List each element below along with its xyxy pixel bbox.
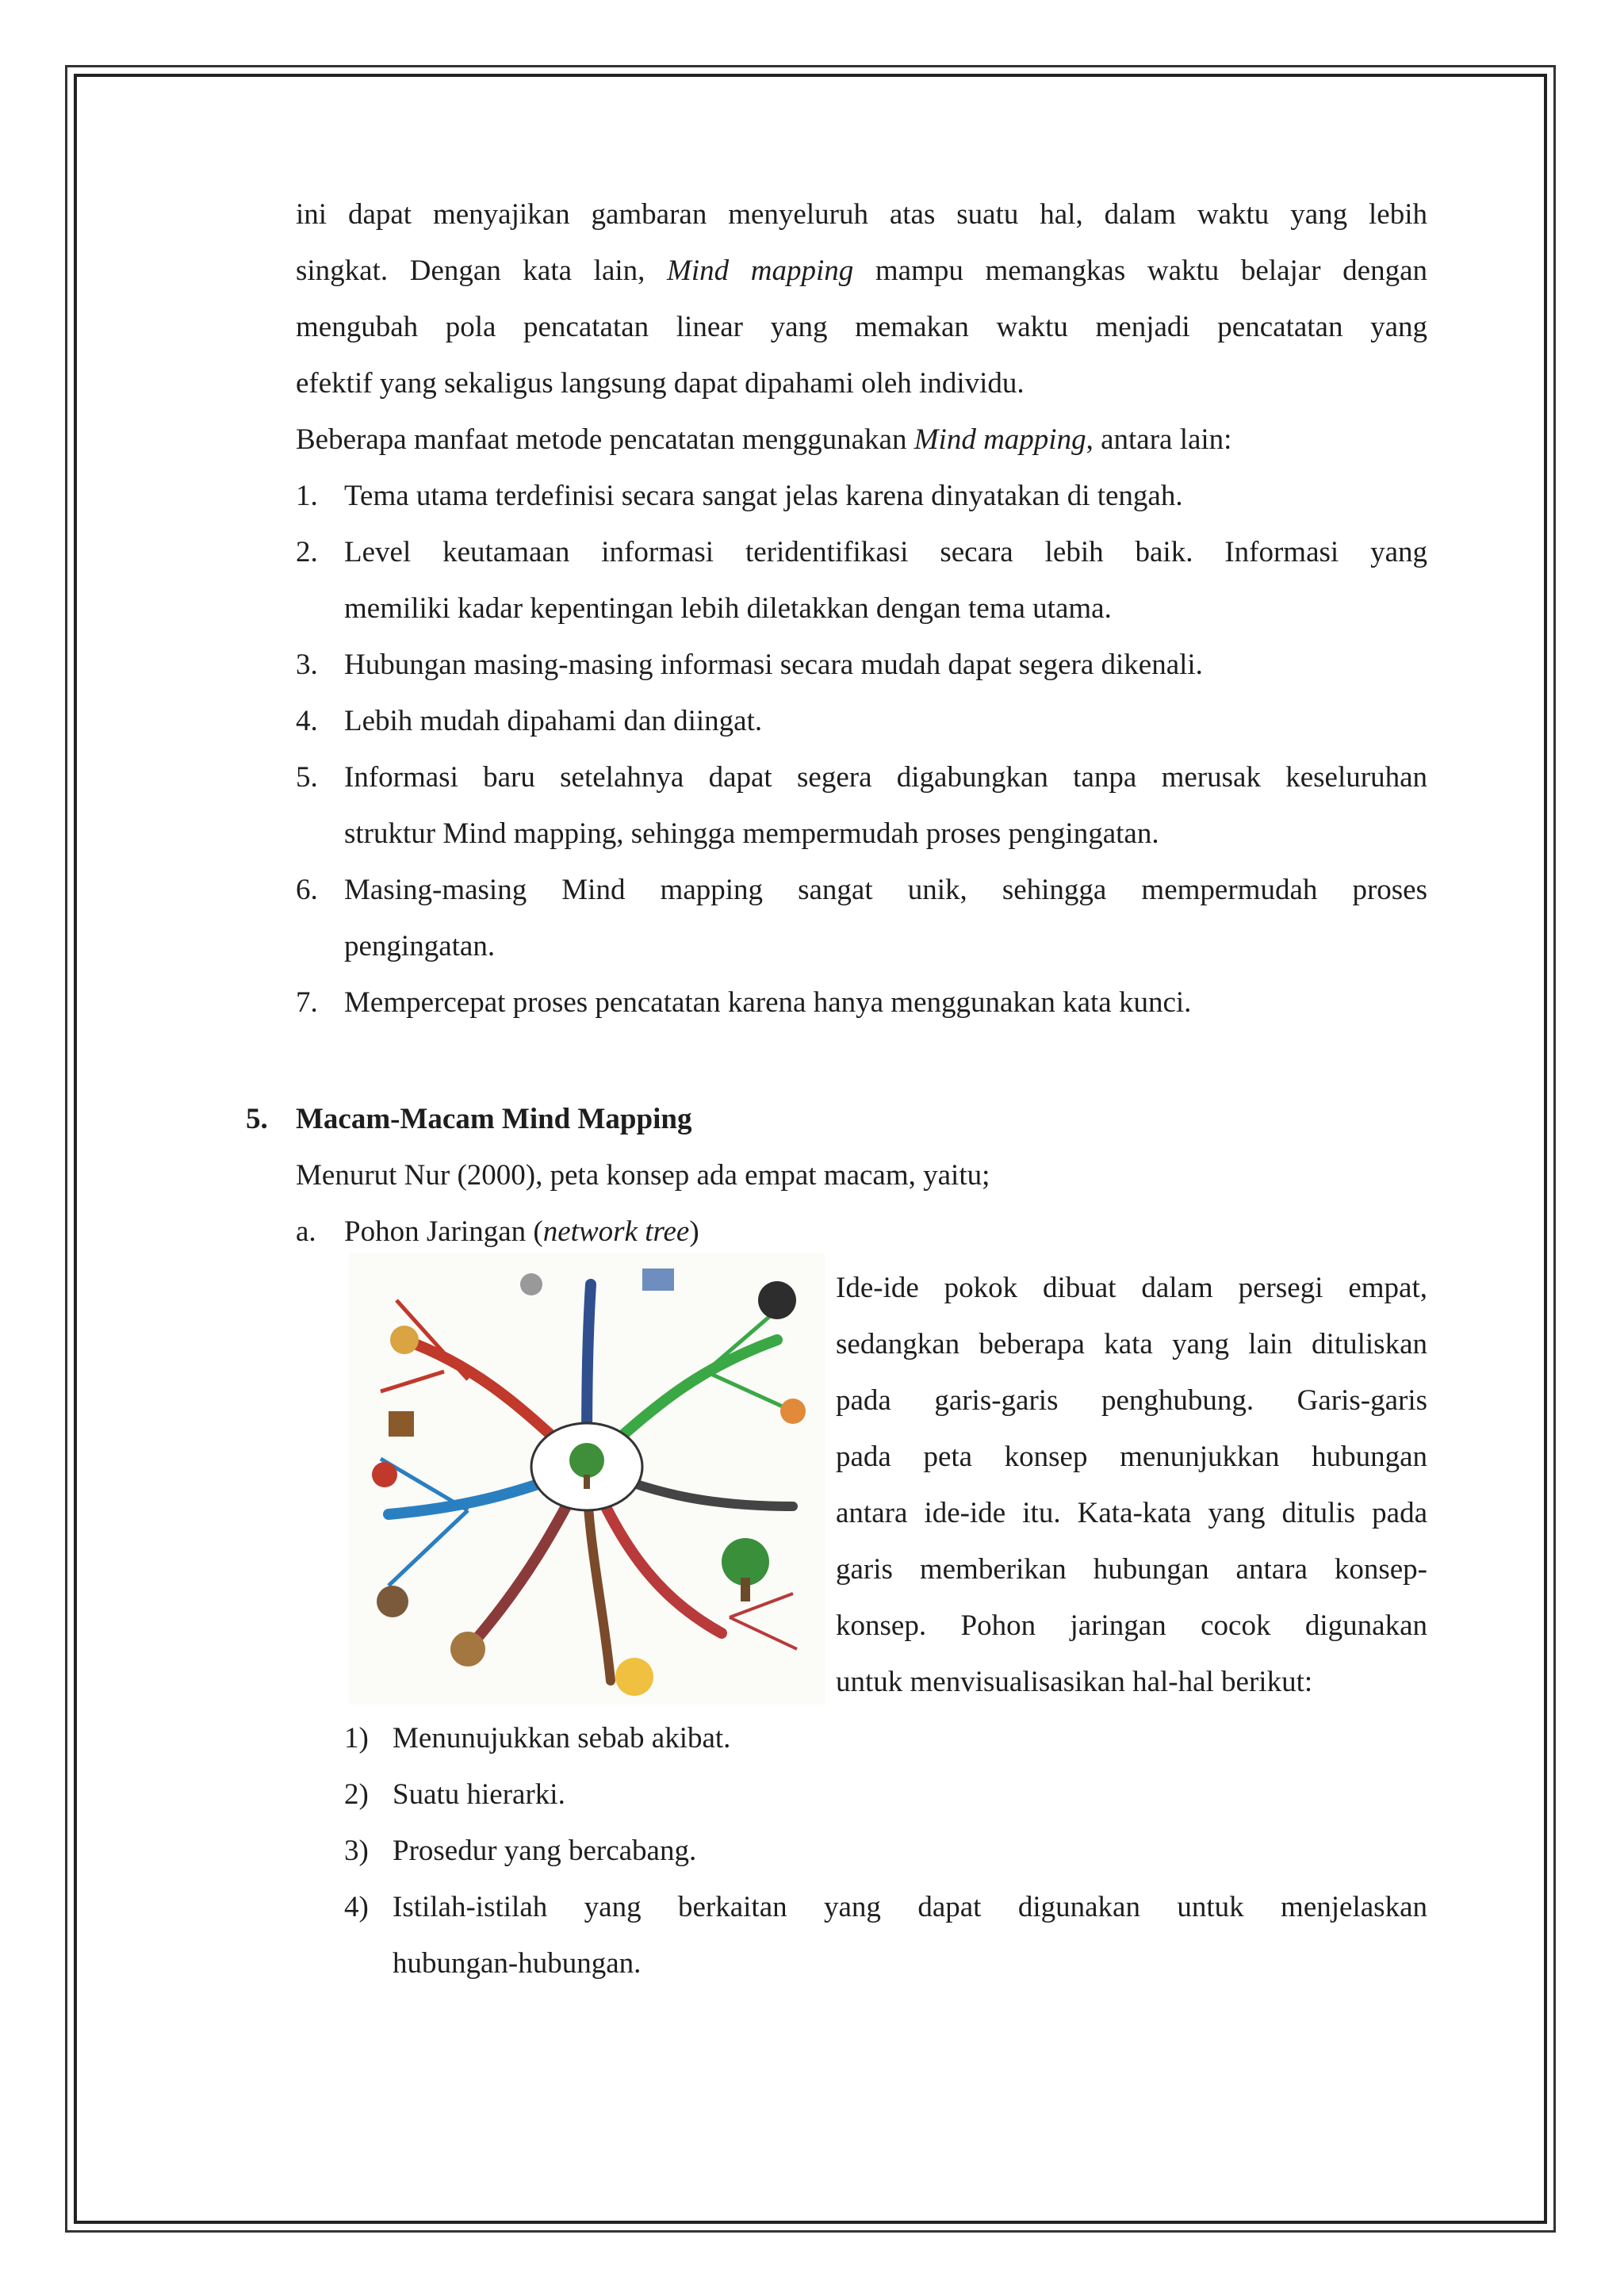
benefit-text: Lebih mudah dipahami dan diingat. [344,705,763,737]
benefit-num: 5. [296,761,318,794]
benefit-num: 4. [296,705,318,737]
benefit-num: 7. [296,986,318,1019]
benefit-num: 3. [296,649,318,681]
mind-map-figure [349,1253,825,1705]
sub-list-text: Prosedur yang bercabang. [393,1835,697,1867]
intro-line-4: efektif yang sekaligus langsung dapat dipahami oleh individu. [296,367,1025,400]
intro-line-3: mengubah pola pencatatan linear yang memakan waktu menjadi pencatatan yang [296,311,1427,343]
figure-desc-line: Ide-ide pokok dibuat dalam persegi empat, [836,1272,1427,1304]
benefit-text: memiliki kadar kepentingan lebih diletakkan dengan tema utama. [344,592,1112,625]
benefit-text: Informasi baru setelahnya dapat segera digabungkan tanpa merusak keseluruhan [344,761,1427,794]
intro-line-2 [296,253,1427,289]
sub-list-text: Suatu hierarki. [393,1778,565,1811]
benefits-intro-em: Mind mapping [914,423,1086,456]
benefits-intro-post: , antara lain: [1086,423,1232,456]
figure-desc-line: pada garis-garis penghubung. Garis-garis [836,1384,1427,1417]
sub-a-post: ) [689,1215,699,1248]
sub-list-text: Istilah-istilah yang berkaitan yang dapat digunakan untuk menjelaskan [393,1891,1427,1923]
benefits-intro [296,422,1231,458]
sub-a-letter: a. [296,1215,316,1248]
benefit-num: 2. [296,536,318,568]
sub-a-title [344,1214,699,1250]
sub-list-text: hubungan-hubungan. [393,1947,642,1980]
benefit-text: Tema utama terdefinisi secara sangat jelas karena dinyatakan di tengah. [344,480,1183,512]
figure-desc-line: untuk menvisualisasikan hal-hal berikut: [836,1666,1313,1698]
section-intro: Menurut Nur (2000), peta konsep ada empat macam, yaitu; [296,1159,990,1192]
intro-line-1: ini dapat menyajikan gambaran menyeluruh atas suatu hal, dalam waktu yang lebih [296,198,1427,231]
sub-a-em: network tree [542,1215,690,1248]
benefit-num: 1. [296,480,318,512]
benefits-intro-pre: Beberapa manfaat metode pencatatan menggunakan [296,423,907,456]
intro-line-2-em: Mind mapping [667,254,854,287]
figure-desc-line: konsep. Pohon jaringan cocok digunakan [836,1609,1427,1642]
benefit-num: 6. [296,874,318,906]
sub-list-num: 4) [344,1891,369,1923]
benefit-text: pengingatan. [344,930,496,962]
benefit-text: Masing-masing Mind mapping sangat unik, sehingga mempermudah proses [344,874,1427,906]
intro-line-2-a: singkat. Dengan kata lain, [296,254,645,287]
sub-list-num: 1) [344,1722,369,1755]
benefit-text: Hubungan masing-masing informasi secara mudah dapat segera dikenali. [344,649,1203,681]
section-number: 5. [246,1103,268,1135]
figure-desc-line: antara ide-ide itu. Kata-kata yang ditulis pada [836,1497,1427,1529]
sub-list-text: Menunujukkan sebab akibat. [393,1722,731,1755]
intro-line-2-b: mampu memangkas waktu belajar dengan [875,254,1428,287]
benefit-text: struktur Mind mapping, sehingga mempermudah proses pengingatan. [344,817,1159,850]
sub-list-num: 3) [344,1835,369,1867]
benefit-text: Mempercepat proses pencatatan karena hanya menggunakan kata kunci. [344,986,1192,1019]
mind-map-illustration [349,1253,825,1705]
figure-desc-line: pada peta konsep menunjukkan hubungan [836,1441,1427,1473]
figure-desc-line: garis memberikan hubungan antara konsep- [836,1553,1427,1586]
sub-list-num: 2) [344,1778,369,1811]
figure-desc-line: sedangkan beberapa kata yang lain dituliskan [836,1328,1427,1360]
sub-a-pre: Pohon Jaringan ( [344,1215,543,1248]
benefit-text: Level keutamaan informasi teridentifikasi secara lebih baik. Informasi yang [344,536,1427,568]
section-title: Macam-Macam Mind Mapping [296,1103,692,1135]
